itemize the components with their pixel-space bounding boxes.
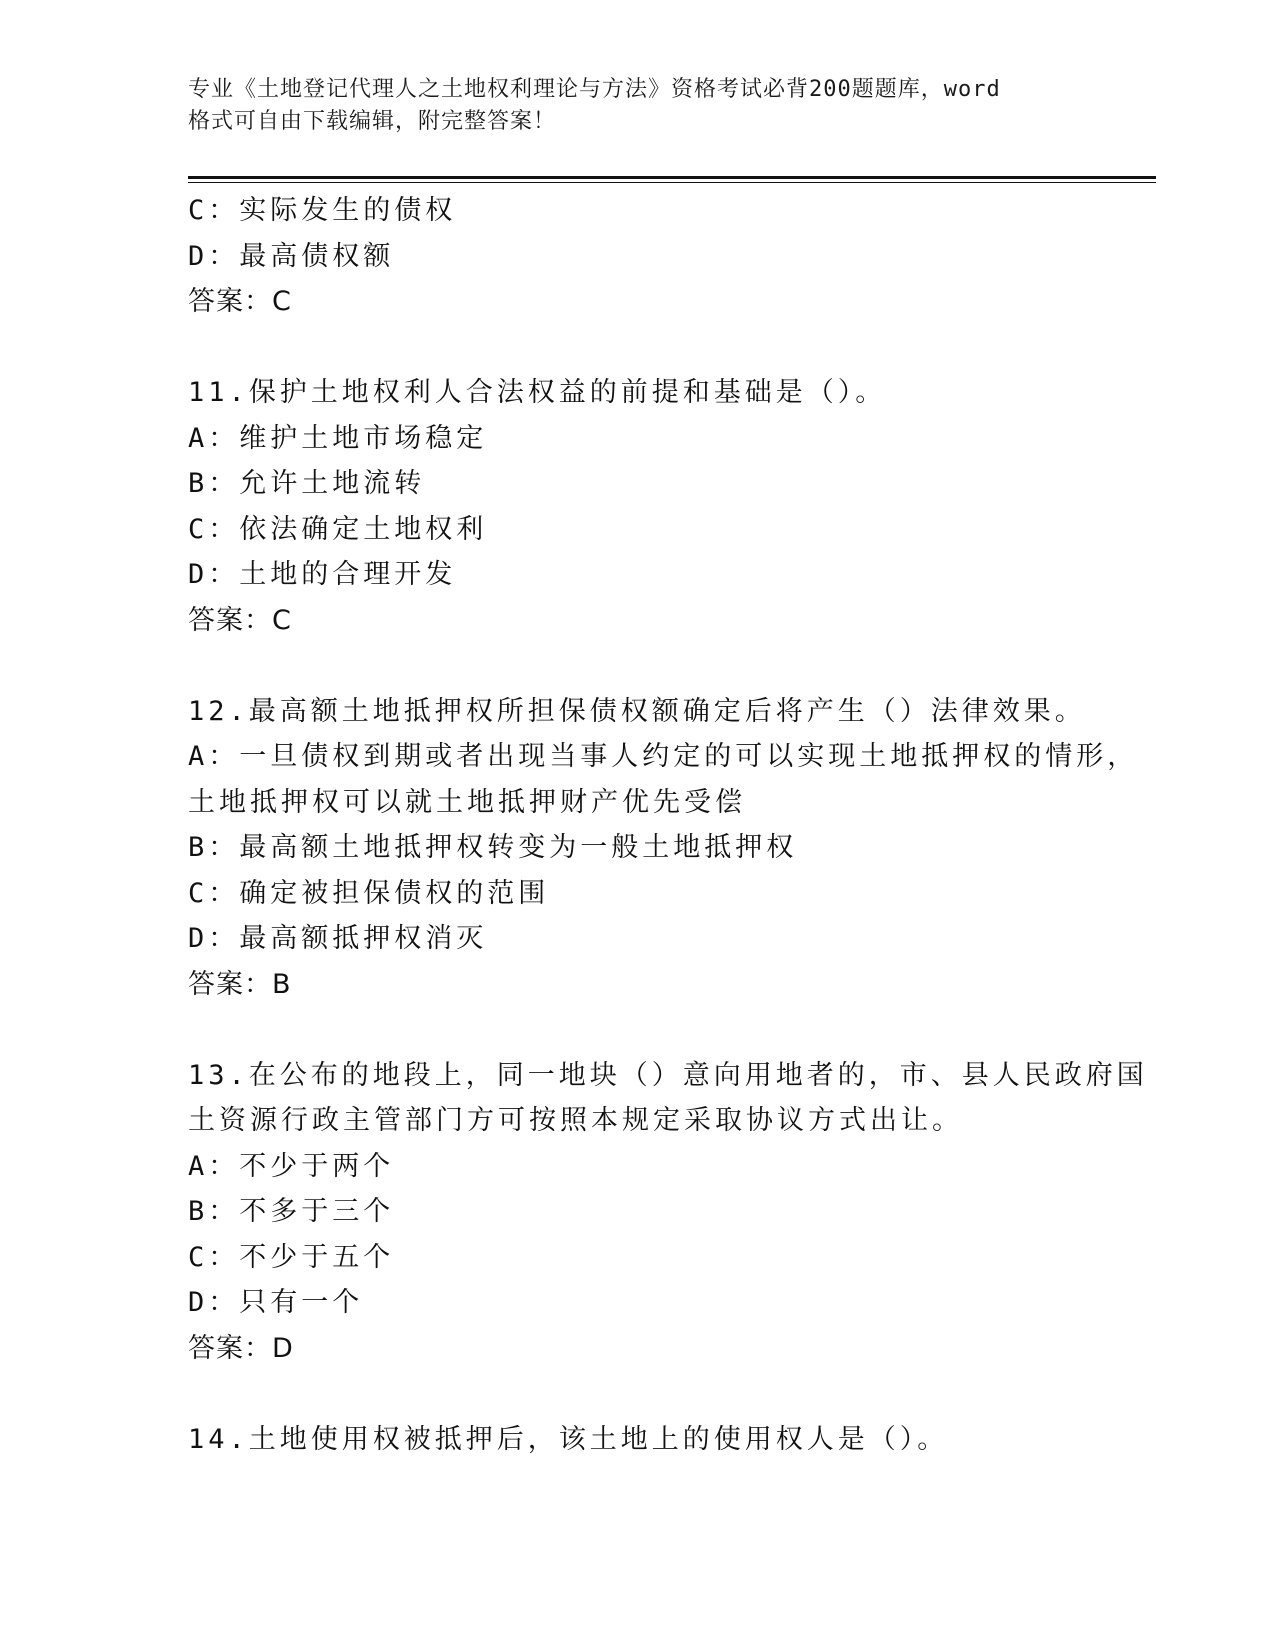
document-body	[188, 188, 1148, 1462]
option-d: D：最高额抵押权消灭	[188, 923, 488, 954]
option-b: B：允许土地流转	[188, 468, 426, 499]
option-a: A：维护土地市场稳定	[188, 422, 488, 454]
option-a: A：一旦债权到期或者出现当事人约定的可以实现土地抵押权的情形，	[188, 741, 1139, 772]
question-13	[188, 1053, 1148, 1372]
question-text: 12.最高额土地抵押权所担保债权额确定后将产生（）法律效果。	[188, 695, 1086, 727]
question-text: 14.土地使用权被抵押后，该土地上的使用权人是（）。	[188, 1423, 949, 1455]
question-12	[188, 689, 1139, 1008]
option-c: C：确定被担保债权的范围	[188, 877, 550, 909]
spacer	[188, 643, 1088, 689]
option-c: C：依法确定土地权利	[188, 513, 488, 545]
option-d: D：土地的合理开发	[188, 559, 457, 590]
option-b: B：最高额土地抵押权转变为一般土地抵押权	[188, 832, 798, 863]
question-text: 11.保护土地权利人合法权益的前提和基础是（）。	[188, 377, 887, 408]
spacer	[188, 325, 1088, 371]
header-rule-thick	[188, 176, 1156, 179]
header-rule-thin	[188, 182, 1156, 183]
document-header	[188, 74, 1068, 138]
header-line-1: 专业《土地登记代理人之土地权利理论与方法》资格考试必背200题题库，word	[188, 77, 1001, 102]
spacer	[188, 1371, 1088, 1417]
option-d: D：只有一个	[188, 1287, 364, 1318]
answer: 答案：D	[188, 1332, 294, 1364]
option-a: A：不少于两个	[188, 1150, 395, 1182]
option-d: D：最高债权额	[188, 240, 395, 272]
answer: 答案：C	[188, 286, 292, 317]
question-text: 13.在公布的地段上，同一地块（）意向用地者的，市、县人民政府国	[188, 1059, 1148, 1091]
answer: 答案：C	[188, 604, 292, 636]
option-c: C：不少于五个	[188, 1241, 395, 1273]
option-a-continued: 土地抵押权可以就土地抵押财产优先受偿	[188, 786, 746, 818]
spacer	[188, 1007, 1088, 1053]
option-c: C：实际发生的债权	[188, 195, 457, 226]
question-11	[188, 370, 1088, 643]
question-14	[188, 1417, 1088, 1463]
question-text-continued: 土资源行政主管部门方可按照本规定采取协议方式出让。	[188, 1105, 963, 1136]
option-b: B：不多于三个	[188, 1196, 395, 1227]
question-10-tail	[188, 188, 1088, 325]
header-line-2: 格式可自由下载编辑，附完整答案！	[188, 109, 557, 134]
answer: 答案：B	[188, 968, 292, 1000]
